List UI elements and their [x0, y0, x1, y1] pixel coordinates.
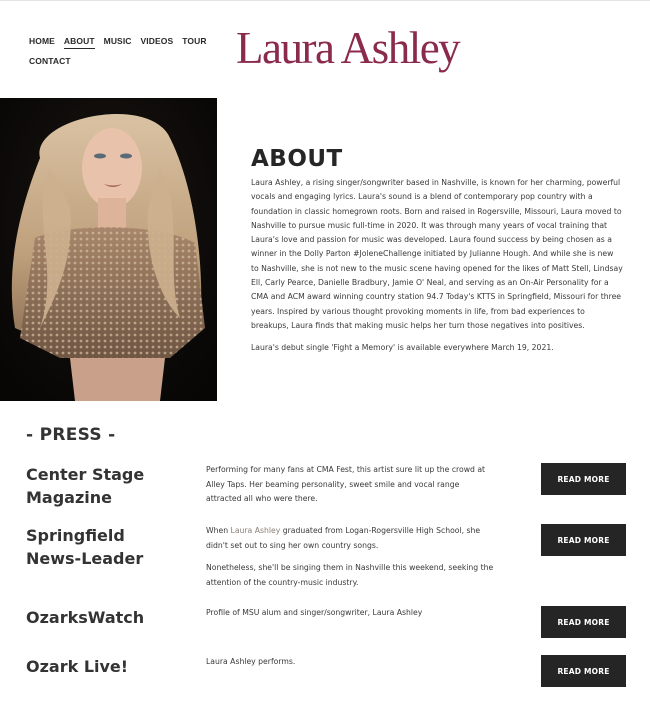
text-fragment: When [206, 526, 231, 535]
press-outlet-name: Ozark Live! [26, 657, 129, 676]
portrait-image-icon [0, 98, 217, 401]
read-more-button-center-stage[interactable]: READ MORE [541, 463, 626, 495]
about-paragraph-release: Laura's debut single 'Fight a Memory' is available everywhere March 19, 2021. [251, 343, 554, 353]
nav-tour[interactable]: TOUR [182, 36, 207, 46]
about-body [251, 176, 623, 356]
about-paragraph: Laura Ashley, a rising singer/songwriter based in Nashville, is known for her charming, powerful vocals and engaging lyrics. Laura's sound is a blend of contemporary pop country with a foundation in classic homegrown roots. Born and raised in Rogersville, Missouri, Laura moved to Nashville to pursue music full-time in 2020. It was through many years of vocal training that Laura's love and passion for music was developed. Laura found success by being chosen as a winner in the Dolly Parton #JoleneChallenge initiated by Julianne Hough. And while she is new to Nashville, she is not new to the music scene having opened for the likes of Matt Stell, Lindsay Ell, Carly Pearce, Danielle Bradbury, Jamie O' Neal, and serving as an On-Air Personality for a CMA and ACM award winning country station 94.7 Today's KTTS in Springfield, Missouri for three years. Inspired by various thought provoking moments in life, from bad experiences to breakups, Laura finds that making music helps her turn those negatives into positives. [251, 178, 623, 330]
press-outlet-name: Center Stage Magazine [26, 465, 145, 507]
nav-videos[interactable]: VIDEOS [140, 36, 174, 46]
text-fragment: graduated from Logan-Rogersville High School, she didn't set out to sing her own country songs. [206, 526, 481, 550]
press-heading: - PRESS - [26, 425, 116, 445]
press-description [206, 655, 496, 670]
press-description-text: Laura Ashley performs. [206, 657, 296, 666]
press-description-text: Nonetheless, she'll be singing them in Nashville this weekend, seeking the attention of the country-music industry. [206, 563, 494, 587]
press-outlet-name: Springfield News-Leader [26, 526, 144, 568]
press-description [206, 606, 496, 621]
press-outlet-name: OzarksWatch [26, 608, 145, 627]
press-description [206, 524, 496, 590]
press-description [206, 463, 496, 507]
main-nav [29, 35, 219, 67]
artist-photo [0, 98, 217, 401]
press-description-text: Profile of MSU alum and singer/songwriter, Laura Ashley [206, 608, 423, 617]
nav-home[interactable]: HOME [29, 36, 55, 46]
nav-music[interactable]: MUSIC [103, 36, 132, 46]
read-more-button-ozarkswatch[interactable]: READ MORE [541, 606, 626, 638]
press-description-text: Performing for many fans at CMA Fest, this artist sure lit up the crowd at Alley Taps. Her beaming personality, sweet smile and vocal range attracted all who were there. [206, 465, 486, 503]
artist-name-highlight: Laura Ashley [230, 526, 281, 535]
read-more-button-springfield[interactable]: READ MORE [541, 524, 626, 556]
about-heading: ABOUT [251, 146, 343, 172]
press-description-text [206, 524, 496, 553]
read-more-button-ozark-live[interactable]: READ MORE [541, 655, 626, 687]
nav-about[interactable]: ABOUT [64, 35, 95, 49]
site-logo[interactable]: Laura Ashley [236, 23, 460, 73]
nav-contact[interactable]: CONTACT [29, 56, 71, 66]
